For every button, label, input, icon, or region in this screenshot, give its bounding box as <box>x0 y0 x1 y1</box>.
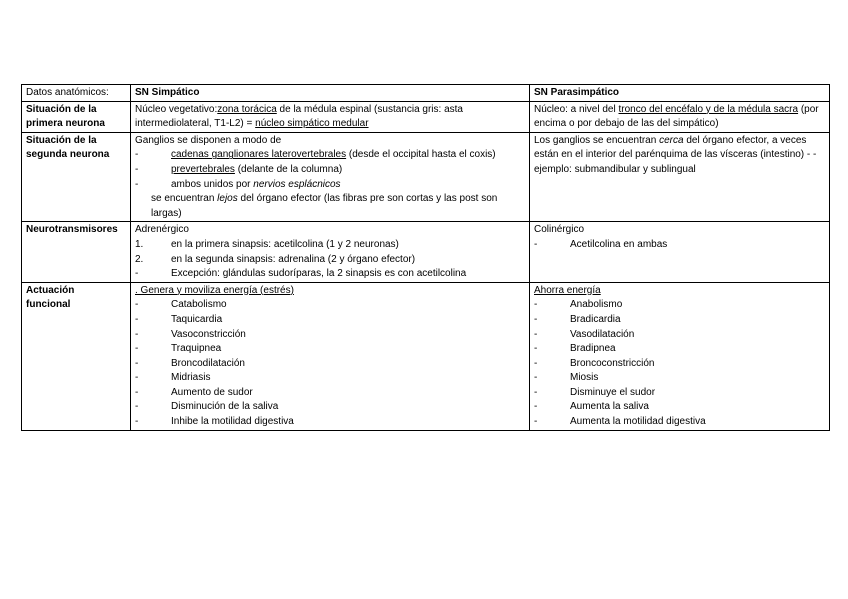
para-actuacion-funcional: Ahorra energía - Anabolismo - Bradicardia - Vasodilatación - Bradipnea - Broncoconstricción - Miosis - Disminuye el sudor - Aumenta la saliva - Aumenta la motilidad digestiva <box>530 282 830 430</box>
label-primera-neurona: Situación de la primera neurona <box>22 101 131 132</box>
list-item: - cadenas ganglionares laterovertebrales (desde el occipital hasta el coxis) <box>135 149 496 161</box>
ganglios-outro: se encuentran lejos del órgano efector (las fibras pre son cortas y las post son largas) <box>151 193 498 219</box>
para-primera-neurona: Núcleo: a nivel del tronco del encéfalo y de la médula sacra (por encima o por debajo de las del simpático) <box>530 101 830 132</box>
row-segunda-neurona <box>22 132 830 222</box>
header-parasimpatico: SN Parasimpático <box>530 85 830 102</box>
label-segunda-neurona: Situación de la segunda neurona <box>22 132 131 222</box>
list-item: - Bradicardia <box>534 313 621 325</box>
simp-primera-neurona: Núcleo vegetativo:zona torácica de la médula espinal (sustancia gris: asta intermediolateral, T1-L2) = núcleo simpático medular <box>131 101 530 132</box>
list-item: - Traquipnea <box>135 343 222 355</box>
para-effects-list <box>534 298 826 429</box>
para-neurotransmisores: Colinérgico - Acetilcolina en ambas <box>530 222 830 282</box>
list-item: 2. en la segunda sinapsis: adrenalina (2 y órgano efector) <box>135 253 416 265</box>
list-item: - Acetilcolina en ambas <box>534 238 668 250</box>
header-simpatico: SN Simpático <box>131 85 530 102</box>
list-item: - Vasoconstricción <box>135 328 246 340</box>
neurotransmisores-list <box>135 238 526 267</box>
row-actuacion-funcional <box>22 282 830 430</box>
list-item: - Disminuye el sudor <box>534 386 656 398</box>
label-actuacion-funcional: Actuación funcional <box>22 282 131 430</box>
list-item: - Broncoconstricción <box>534 357 655 369</box>
row-primera-neurona <box>22 101 830 132</box>
simp-actuacion-funcional: . Genera y moviliza energía (estrés) - Catabolismo - Taquicardia - Vasoconstricción - Traquipnea - Broncodilatación - Midriasis - Aumento de sudor - Disminución de la saliva - Inhibe la motilidad digestiva <box>131 282 530 430</box>
simp-segunda-neurona: Ganglios se disponen a modo de - cadenas ganglionares laterovertebrales (desde el occipital hasta el coxis) - prevertebrales (delante de la columna) - ambos unidos por nervios esplácnicos se encuentran lejos del órgano efector (las fibras pre son cortas y las post son largas) <box>131 132 530 222</box>
simp-effects-list <box>135 298 526 429</box>
anatomy-comparison-table <box>21 84 830 431</box>
list-item: - Disminución de la saliva <box>135 401 279 413</box>
list-item: - Aumento de sudor <box>135 386 253 398</box>
ganglios-list <box>135 148 526 192</box>
list-item: - prevertebrales (delante de la columna) <box>135 163 343 175</box>
para-segunda-neurona: Los ganglios se encuentran cerca del órgano efector, a veces están en el interior del parénquima de las vísceras (intestino) - - ejemplo: submandibular y sublingual <box>530 132 830 222</box>
list-item: - Excepción: glándulas sudoríparas, la 2 sinapsis es con acetilcolina <box>135 268 467 280</box>
list-item: - Bradipnea <box>534 343 616 355</box>
header-datos: Datos anatómicos: <box>22 85 131 102</box>
list-item: - Anabolismo <box>534 299 623 311</box>
list-item: 1. en la primera sinapsis: acetilcolina (1 y 2 neuronas) <box>135 238 399 250</box>
list-item: - Aumenta la motilidad digestiva <box>534 416 706 428</box>
list-item: - Broncodilatación <box>135 357 245 369</box>
row-neurotransmisores <box>22 222 830 282</box>
label-neurotransmisores: Neurotransmisores <box>22 222 131 282</box>
list-item: - Taquicardia <box>135 313 223 325</box>
list-item: - Vasodilatación <box>534 328 635 340</box>
list-item: - Catabolismo <box>135 299 227 311</box>
list-item: - Inhibe la motilidad digestiva <box>135 416 294 428</box>
list-item: - Aumenta la saliva <box>534 401 649 413</box>
header-row <box>22 85 830 102</box>
list-item: - ambos unidos por nervios esplácnicos <box>135 178 341 190</box>
list-item: - Miosis <box>534 372 599 384</box>
simp-neurotransmisores: Adrenérgico 1. en la primera sinapsis: acetilcolina (1 y 2 neuronas) 2. en la segunda sinapsis: adrenalina (2 y órgano efector) - Excepción: glándulas sudoríparas, la 2 sinapsis es con acetilcolina <box>131 222 530 282</box>
list-item: - Midriasis <box>135 372 211 384</box>
